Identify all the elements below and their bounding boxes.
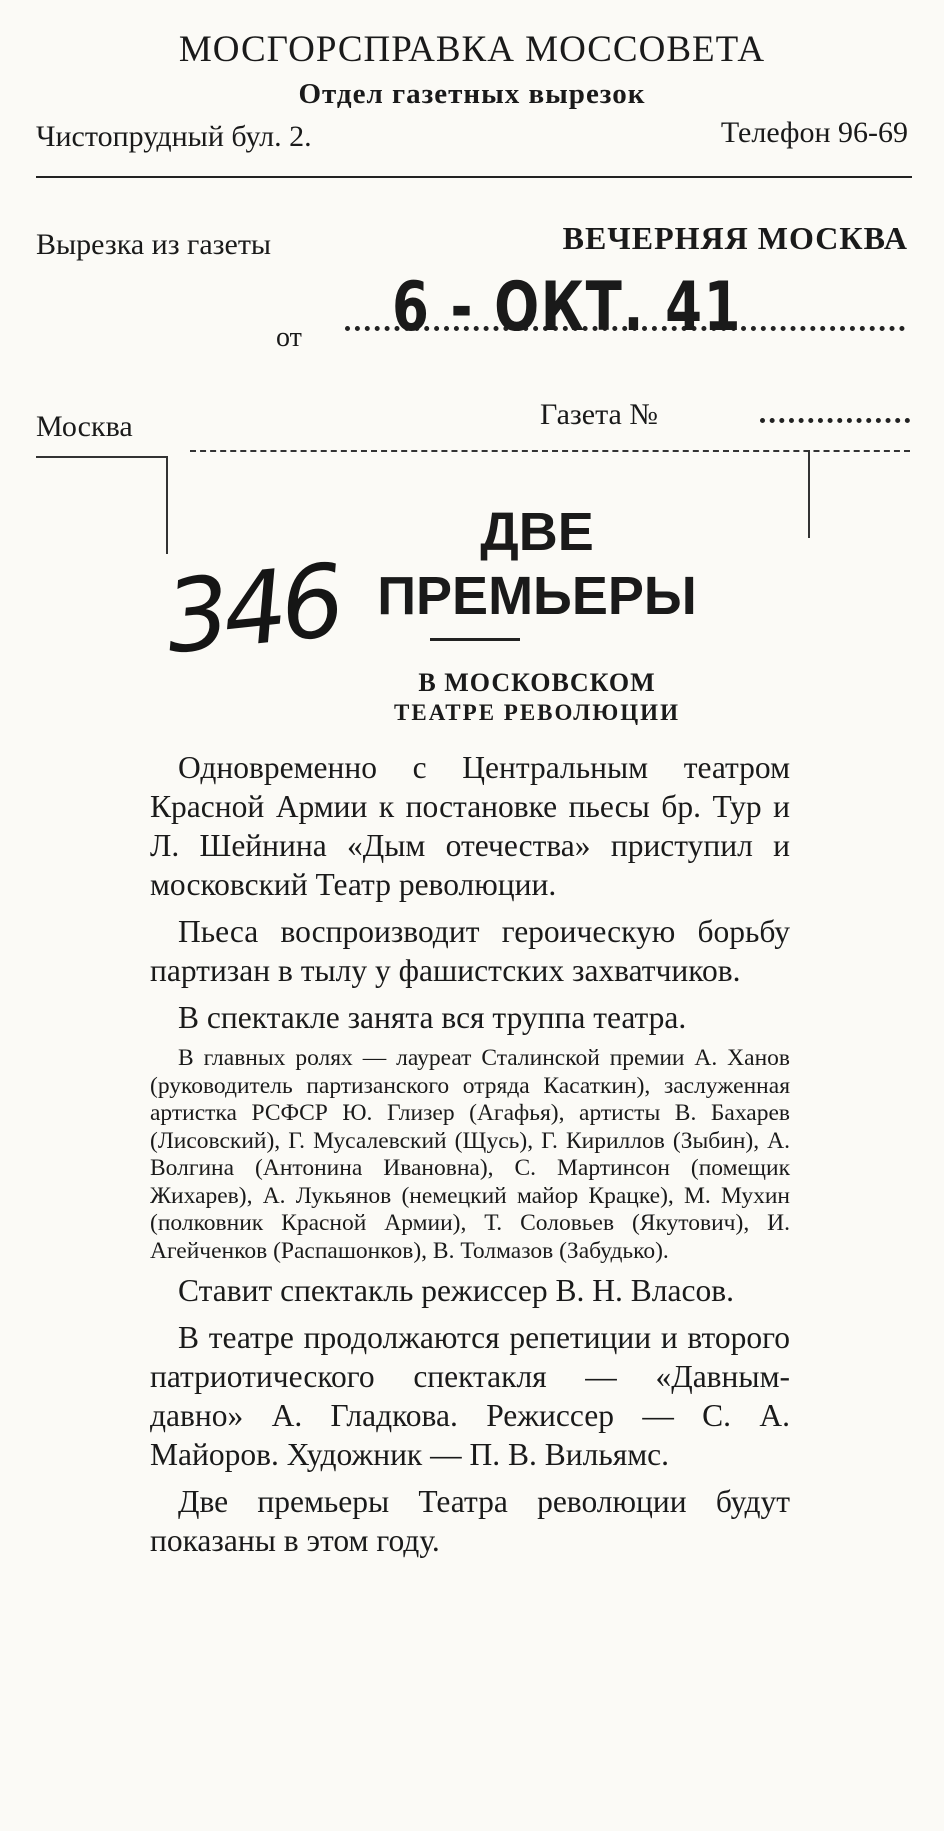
cast-paragraph: В главных ролях — лауреат Сталинской премии А. Ханов (руководитель партизанского отряда Касаткин), заслуженная артистка РСФСР Ю. Глизер (Агафья), артисты В. Бахарев (Лисовский), Г. Мусалевский (Щусь), Г. Кириллов (Зыбин), А. Волгина (Антонина Ивановна), С. Мартинсон (помещик Жихарев), А. Лукьянов (немецкий майор Крацке), М. Мухин (полковник Красной Армии), Т. Соловьев (Якутович), И. Агейченков (Распашонков), В. Толмазов (Забудько). [150, 1045, 790, 1264]
city-label: Москва [36, 410, 133, 443]
dashed-divider [190, 450, 910, 452]
article-paragraph: Пьеса воспроизводит героическую борьбу партизан в тылу у фашистских захватчиков. [150, 914, 790, 988]
issue-number-label: Газета № [540, 398, 658, 431]
article-paragraph: Одновременно с Центральным театром Красной Армии к постановке пьесы бр. Тур и Л. Шейнина «Дым отечества» приступил и московский Театр революции. [150, 750, 790, 902]
article-subhead-2: ТЕАТРЕ РЕВОЛЮЦИИ [394, 700, 680, 725]
newspaper-name: ВЕЧЕРНЯЯ МОСКВА [562, 220, 908, 256]
date-stamp: 6 - ОКТ. 41 [392, 268, 743, 347]
date-from-label: от [276, 322, 302, 353]
headline-line-1: ДВЕ [480, 502, 594, 562]
article-paragraph: В театре продолжаются репетиции и второго патриотического спектакля — «Давным-давно» А. Гладкова. Режиссер — С. А. Майоров. Художник — П. В. Вильямс. [150, 1320, 790, 1472]
article-paragraph: В спектакле занята вся труппа театра. [178, 1000, 687, 1035]
clipping-label: Вырезка из газеты [36, 228, 272, 261]
bureau-address: Чистопрудный бул. 2. [36, 120, 312, 153]
headline-line-2: ПРЕМЬЕРЫ [377, 566, 697, 626]
article-paragraph: Ставит спектакль режиссер В. Н. Власов. [178, 1273, 734, 1308]
issue-dotted-line [760, 418, 910, 423]
bureau-name: МОСГОРСПРАВКА МОССОВЕТА [178, 29, 766, 70]
headline-divider [430, 638, 520, 641]
header-divider [36, 176, 912, 178]
article-subhead-1: В МОСКОВСКОМ [418, 668, 656, 697]
article-paragraph: Две премьеры Театра революции будут показаны в этом году. [150, 1484, 790, 1558]
handwritten-archive-number: 346 [160, 541, 345, 677]
article-headline [0, 500, 944, 628]
article-body [150, 748, 790, 1568]
bureau-phone: Телефон 96-69 [720, 116, 908, 149]
department-name: Отдел газетных вырезок [298, 78, 646, 110]
